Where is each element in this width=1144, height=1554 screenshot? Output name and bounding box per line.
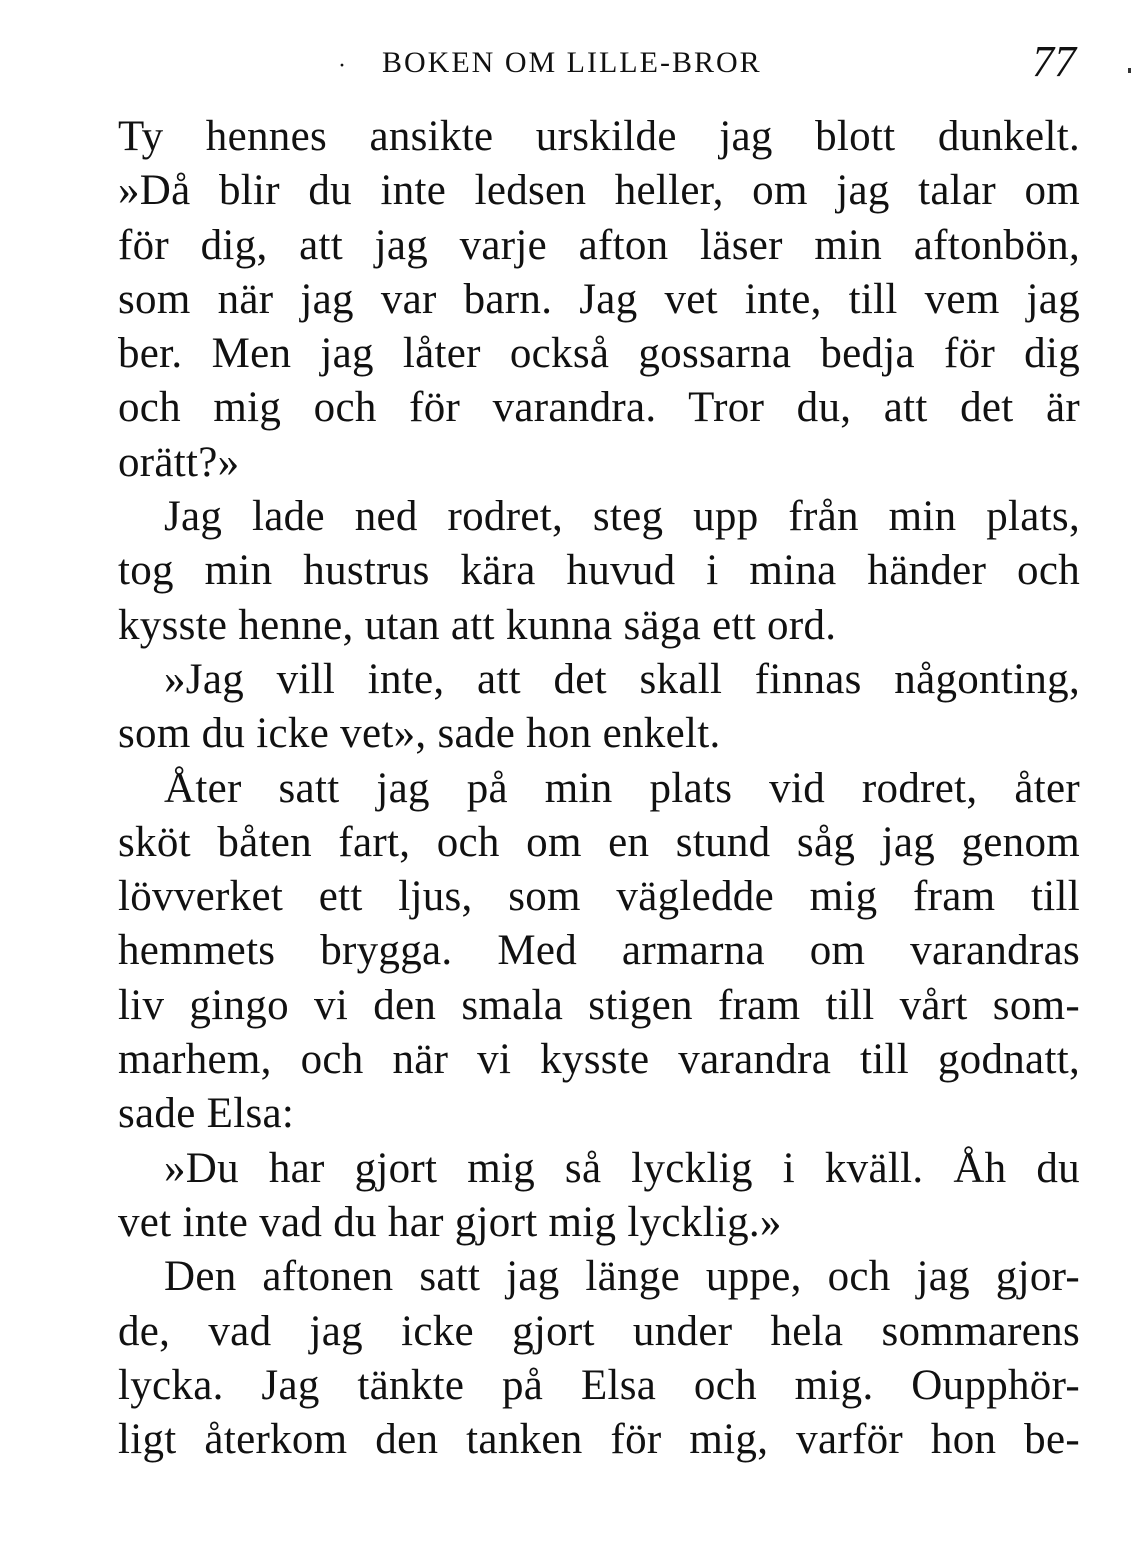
body-text <box>118 110 1080 1467</box>
text-line: och mig och för varandra. Tror du, att det är <box>118 384 1080 432</box>
text-line: ligt återkom den tanken för mig, varför hon be- <box>118 1416 1080 1464</box>
text-line: sköt båten fart, och om en stund såg jag genom <box>118 818 1080 866</box>
page-number: 77 <box>1032 37 1076 86</box>
text-line: kysste henne, utan att kunna säga ett ord. <box>118 601 837 649</box>
paragraph-first-line: »Du har gjort mig så lycklig i kväll. Åh du <box>164 1144 1080 1192</box>
scan-mark <box>1128 68 1131 73</box>
text-line: marhem, och när vi kysste varandra till godnatt, <box>118 1036 1080 1084</box>
running-title: BOKEN OM LILLE-BROR <box>382 46 762 79</box>
text-line: som när jag var barn. Jag vet inte, till vem jag <box>118 275 1080 323</box>
text-line: lövverket ett ljus, som vägledde mig fram till <box>118 873 1080 921</box>
text-line: sade Elsa: <box>118 1090 295 1138</box>
text-line: liv gingo vi den smala stigen fram till vårt som- <box>118 981 1080 1029</box>
text-line: hemmets brygga. Med armarna om varandras <box>118 927 1080 975</box>
text-line: som du icke vet», sade hon enkelt. <box>118 710 721 758</box>
text-line: ber. Men jag låter också gossarna bedja för dig <box>118 330 1080 378</box>
text-line: de, vad jag icke gjort under hela sommarens <box>118 1307 1080 1355</box>
page-header <box>0 38 1144 98</box>
paragraph-first-line: Åter satt jag på min plats vid rodret, åter <box>164 764 1080 812</box>
header-dot: · <box>338 53 346 79</box>
paragraph-first-line: Den aftonen satt jag länge uppe, och jag gjor- <box>164 1253 1080 1301</box>
text-line: Ty hennes ansikte urskilde jag blott dunkelt. <box>118 113 1080 160</box>
text-line: tog min hustrus kära huvud i mina händer och <box>118 547 1080 595</box>
paragraph-first-line: »Jag vill inte, att det skall finnas någonting, <box>164 655 1080 703</box>
text-line: »Då blir du inte ledsen heller, om jag talar om <box>118 167 1080 215</box>
text-line: lycka. Jag tänkte på Elsa och mig. Oupphör- <box>118 1361 1080 1409</box>
paragraph-first-line: Jag lade ned rodret, steg upp från min plats, <box>164 493 1080 541</box>
text-line: orätt?» <box>118 438 240 486</box>
text-line: vet inte vad du har gjort mig lycklig.» <box>118 1198 782 1246</box>
text-line: för dig, att jag varje afton läser min aftonbön, <box>118 221 1080 269</box>
